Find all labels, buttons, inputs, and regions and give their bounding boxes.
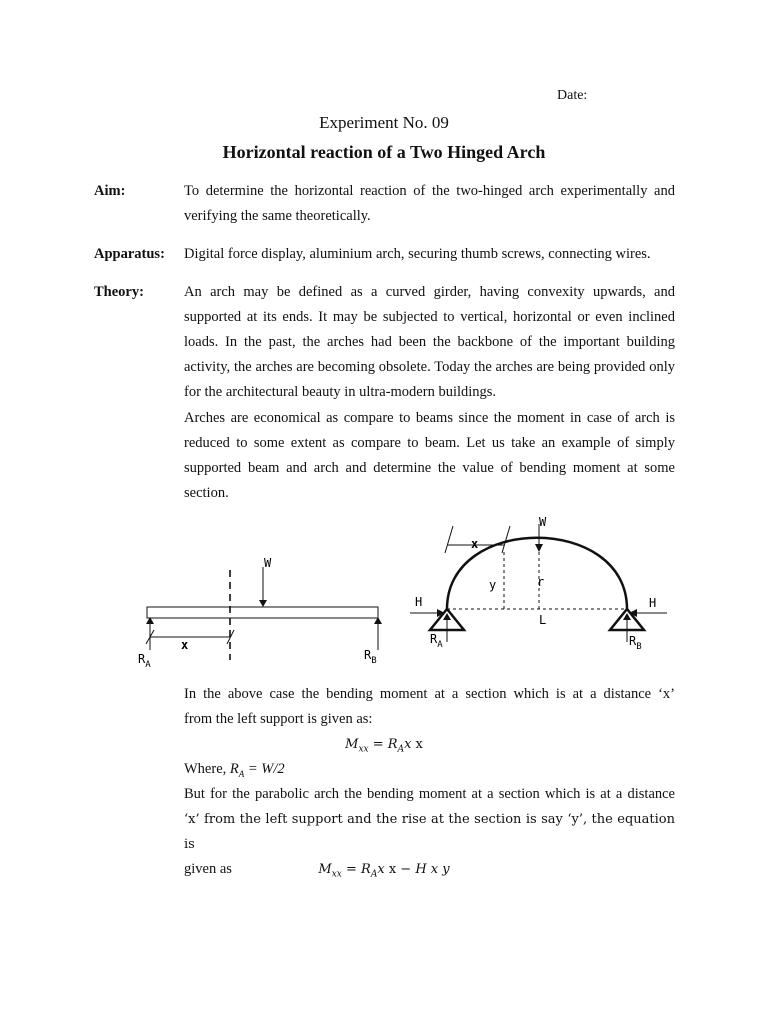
theory-paragraph-1: An arch may be defined as a curved girder, having convexity upwards, and supported at its ends. It may be subjected to vertical, horizontal or even inclined loads. In the past, the arches had been the backbone of the important building activity, the arches are becoming obsolete. Today the arches are being provided only for the architectural beauty in ultra-modern buildings.: [184, 284, 675, 400]
where-clause: Where, $R_A = W/2$: [184, 761, 285, 779]
beam-load-arrowhead: [259, 600, 267, 607]
arch-distance-label: x: [471, 537, 479, 551]
bending-moment-intro-line-1: In the above case the bending moment at a section which is at a distance ‘x’: [184, 686, 675, 702]
experiment-number: Experiment No. 09: [319, 113, 449, 132]
date-label: Date:: [557, 88, 588, 103]
apparatus-text: Digital force display, aluminium arch, securing thumb screws, connecting wires.: [184, 246, 651, 262]
beam-reaction-b-label: $R_B$: [364, 648, 377, 666]
page-title: Horizontal reaction of a Two Hinged Arch: [222, 142, 546, 162]
equation-arch-moment: $M_{xx} = R_Ax$ x − H x y: [318, 862, 450, 880]
aim-label: Aim:: [94, 183, 126, 199]
equation-beam-moment: $M_{xx} = R_Ax$ x: [345, 737, 423, 755]
bending-moment-intro-line-2: from the left support is given as:: [184, 711, 373, 727]
arch-reaction-a-label: $R_A$: [430, 632, 443, 650]
arch-rise-section-label: y: [489, 578, 497, 592]
arch-load-arrowhead: [535, 544, 543, 552]
bending-moment-intro: [184, 682, 675, 732]
theory-label: Theory:: [94, 284, 144, 300]
parabolic-arch-intro-line-3: given as: [184, 861, 232, 877]
beam-load-label: W: [264, 556, 272, 570]
arch-horizontal-right-label: H: [649, 596, 657, 610]
arch-dimension-tick-left: [445, 526, 453, 553]
beam-body: [147, 607, 378, 618]
theory-paragraph-2: Arches are economical as compare to beams since the moment in case of arch is reduced to some extent as compare to beam. Let us take an example of simply supported beam and arch and determine the value of bending moment at some section.: [184, 410, 675, 501]
arch-load-label: W: [539, 515, 547, 529]
beam-reaction-a-label: $R_A$: [138, 652, 151, 670]
apparatus-label: Apparatus:: [94, 246, 165, 262]
parabolic-arch-intro-line-2: ‘x’ from the left support and the rise at the section is say ‘y’, the equation is: [184, 812, 675, 852]
arch-span-label: L: [539, 613, 547, 627]
arch-reaction-b-label: $R_B$: [629, 634, 642, 652]
arch-figure: [405, 512, 680, 657]
arch-rise-crown-label: r: [537, 575, 545, 589]
arch-horizontal-left-label: H: [415, 595, 423, 609]
parabolic-arch-intro-line-1: But for the parabolic arch the bending moment at a section which is at a distance: [184, 786, 675, 802]
beam-figure: [130, 550, 400, 675]
beam-distance-label: x: [181, 638, 189, 652]
aim-text: To determine the horizontal reaction of the two-hinged arch experimentally and verifying the same theoretically.: [184, 183, 675, 224]
